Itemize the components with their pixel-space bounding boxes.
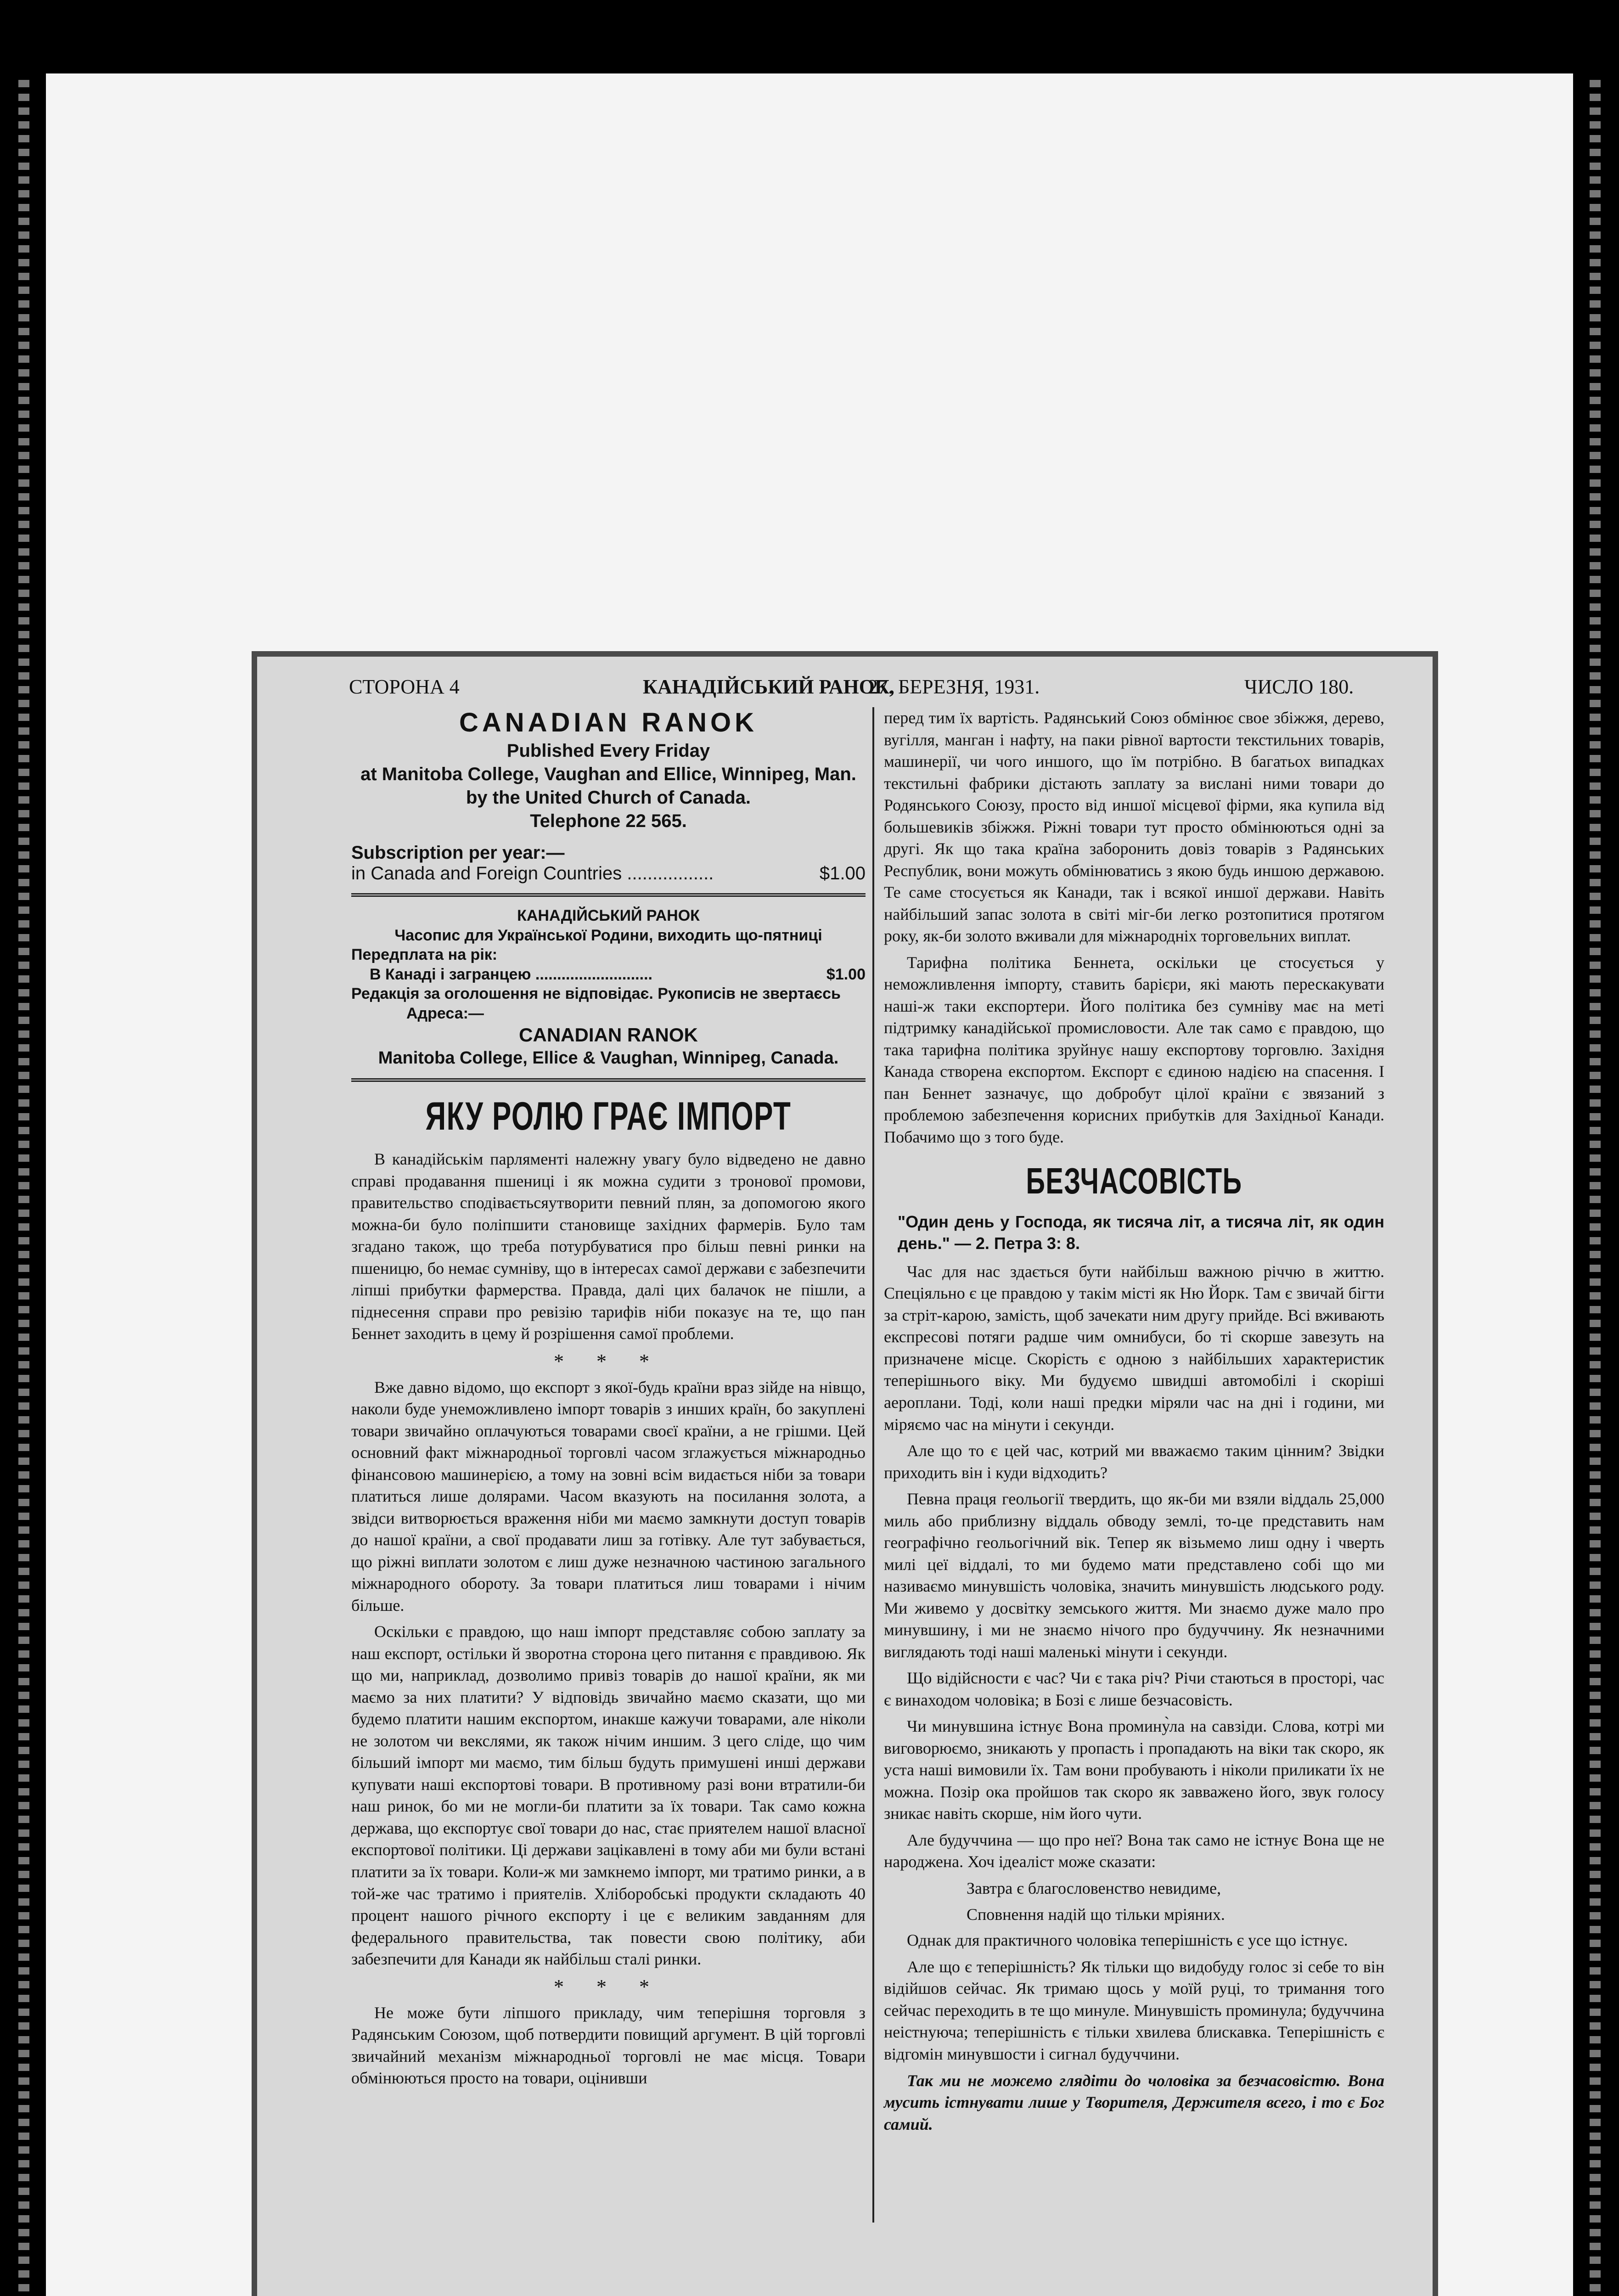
ua-addr-title: CANADIAN RANOK xyxy=(519,1024,698,1046)
masthead-published: Published Every Friday xyxy=(506,741,710,761)
masthead-rule xyxy=(351,893,866,897)
ua-line-4: Редакція за оголошення не відповідає. Рукописів не звертаєсь xyxy=(351,985,841,1002)
article-1-paragraph: Оскільки є правдою, що наш імпорт представляє собою заплату за наш експорт, остільки й зворотна сторона цего питання є правдивою. Як що ми, наприклад, дозволимо привіз товарів до нашої країни, як ми маємо за них платити? У відповідь звичайно маємо сказати, що ми будемо платити нашим експортом, инакше кажучи товарами, але ніколи не золотом чи векслями, як також нічим иншим. З цего сліде, що чим більший імпорт ми маємо, тим більш будуть примушені инші держави купувати наші експортові товари. В противному разі вони втратили-би наш ринок, бо ми не могли-би платити за їх товари. Так само кожна держава, що експортує свої товари до нас, стає приятелем нашої власної експортової політики. Ці держави зацікавлені в тому аби ми були встані платити за їх товари. Коли-ж ми замкнемо імпорт, ми тратимо ринки, а в той-же час тратимо і приятелів. Хліборобські продукти складають 40 процент нашого річного експорту і це є великим завданням для федерального правительства, так повести свою політику, аби забезпечити для Канади як найбільш сталі ринки. xyxy=(351,1622,866,1969)
article-1-paragraph: Вже давно відомо, що експорт з якої-будь країни враз зійде на нівщо, наколи буде унеможливлено імпорт товарів з инших країн, бо закуплені товари звичайно оплачуються товарами своєї країни, а не грішми. Цей основний факт міжнародньої торговлі часом зглажується міжнародньо фінансовою машинерією, а тому на зовні всім видається ніби за товари платиться лише долярами. Часом вказують на посилання золота, а звідси витворюється враження ніби ми маємо замкнути доступ товарів до нашої країни, а свої продавати лиш за готівку. Але тут забувається, що ріжні виплати золотом є лиш дуже незначною частиною загального міжнародного обороту. За товари платиться лиш товарами і нічим більше. xyxy=(351,1378,866,1615)
newspaper-page xyxy=(257,657,1433,2296)
subscription-region: in Canada and Foreign Countries ................. xyxy=(351,863,714,884)
issue-number: ЧИСЛО 180. xyxy=(1244,675,1354,698)
article-2-closing: Так ми не можемо глядіти до чоловіка за безчасовістю. Вона мусить істнувати лише у Творителя, Держителя всего, і то є Бог самий. xyxy=(884,2071,1384,2133)
film-sprocket-left xyxy=(18,73,29,2296)
ua-price-row xyxy=(351,965,866,985)
subscription-row xyxy=(351,863,866,884)
ua-line-1: Часопис для Української Родини, виходить що-пятниці xyxy=(394,926,822,944)
paper-name: КАНАДІЙСЬКИЙ РАНОК, xyxy=(643,675,894,698)
article-2-paragraph: Однак для практичного чоловіка теперішність є усе що істнує. xyxy=(907,1931,1348,1950)
masthead-address-1: at Manitoba College, Vaughan and Ellice, Winnipeg, Man. xyxy=(360,764,856,784)
running-head xyxy=(349,675,1598,703)
right-column xyxy=(884,707,1384,2268)
column-divider xyxy=(872,707,874,2223)
ua-line-5: Адреса:— xyxy=(406,1004,484,1022)
article-2-paragraph: Але будуччина — що про неї? Вона так само не істнує Вона ще не народжена. Хоч ідеаліст може сказати: xyxy=(884,1830,1384,1871)
film-sprocket-right xyxy=(1590,73,1601,2296)
article-2-paragraph: Що відійсности є час? Чи є така річ? Річи стаються в просторі, час є винаходом чоловіка; в Бозі є лише безчасовість. xyxy=(884,1669,1384,1709)
section-separator: * * * xyxy=(554,1350,663,1373)
issue-date: 27. БЕРЕЗНЯ, 1931. xyxy=(868,675,1040,698)
headline-rule xyxy=(351,1078,866,1082)
article-2-epigraph: "Один день у Господа, як тисяча літ, а тисяча літ, як один день." — 2. Петра 3: 8. xyxy=(898,1212,1384,1253)
subscription-price: $1.00 xyxy=(819,863,866,884)
masthead-title: CANADIAN RANOK xyxy=(459,708,758,737)
article-1-headline: ЯКУ РОЛЮ ГРАЄ ІМПОРТ xyxy=(425,1094,792,1138)
poem-line: Сповнення надій що тільки мріяних. xyxy=(967,1905,1225,1924)
article-2-paragraph: Але що то є цей час, котрий ми вважаємо таким цінним? Звідки приходить він і куди відходить? xyxy=(884,1441,1384,1482)
article-2-paragraph: Певна праця геольогії твердить, що як-би ми взяли віддаль 25,000 миль або приблизну віддаль обводу землі, то-це представить нам географічно геольогічний вік. Тепер як візьмемо лиш одну і чверть милі цеї віддалі, то ми будемо мати представлено собі що ми називаємо минувшість чоловіка, значить минувшість людського роду. Ми живемо у досвітку земського життя. Ми знаємо дуже мало про минувшину, і ми не знаємо нічого про будуччину. Як незначними виглядають тоді наші маленькі мінути і секунди. xyxy=(884,1490,1384,1661)
masthead-telephone: Telephone 22 565. xyxy=(530,811,687,831)
ua-price: $1.00 xyxy=(826,965,866,983)
poem-line: Завтра є благословенство невидиме, xyxy=(967,1879,1221,1897)
article-1-continued: Тарифна політика Беннета, оскільки це стосується у неможливлення імпорту, ставить барієри, які мають перескакувати наші-ж таки експортери. Його політика без сумніву має на меті підтримку канадійської промисловости. Але так само є правдою, що така тарифна політика зруйнує нашу експортову торговлю. Західня Канада створена експортом. Експорт є єдиною надією на спасення. І пан Беннет зазначує, що добробут цілої країни є звязаний з проблемою забезпечення корисних прибутків для Західньої Канади. Побачимо що з того буде. xyxy=(884,953,1384,1146)
page-label: СТОРОНА 4 xyxy=(349,675,460,698)
english-masthead xyxy=(351,707,866,832)
ua-title: КАНАДІЙСЬКИЙ РАНОК xyxy=(517,907,700,924)
section-separator: * * * xyxy=(554,1975,663,1998)
article-2-paragraph: Чи минувшина істнує Вона промину̀ла на савзіди. Слова, котрі ми виговорюємо, зникають у пропасть і пропадають на віки так скоро, як уста наші вимовили їх. Там вони пробувають і ніколи приликати їх не можна. Позір ока пройшов так скоро як завважено його, звук голосу зникає навіть скорше, нім його чути. xyxy=(884,1717,1384,1823)
ua-line-2: Передплата на рік: xyxy=(351,946,498,963)
ua-price-label: В Канаді і загранцею ........................... xyxy=(370,965,652,983)
article-2-paragraph: Але що є теперішність? Як тільки що видобуду голос зі себе то він відійшов сейчас. Як тримаю щось у моїй руці, то тримання того сейчас переходить в те що минуле. Минувшість проминула; будуччина неістнуюча; теперішність є тільки хвилева блискавка. Теперішність є відгомін минувшости і сигнал будуччини. xyxy=(884,1957,1384,2063)
ukrainian-masthead xyxy=(351,906,866,1069)
masthead-address-2: by the United Church of Canada. xyxy=(466,788,751,808)
subscription-label: Subscription per year:— xyxy=(351,843,565,863)
subscription-block xyxy=(351,843,866,884)
article-1-continued: перед тим їх вартість. Радянський Союз обмінює свое збіжжя, дерево, вугілля, манган і нафту, на паки рівної вартости текстильних товарів, машинерії, чи чого иншого, що їм потрібно. В багатьох випадках текстильні фабрики дістають заплату за вислані ними товари до Родянського Союзу, просто від иншої місцевої фірми, яка купила від большевиків збіжжя. Ріжні товари тут просто обмінюються одні за другі. Як що така країна заборонить довіз товарів з Радянських Республик, вони можуть обмінюватись з якою будь иншою державою. Те саме стосується як Канади, так і всякої иншої держави. Навіть найбільший запас золота в світі міг-би легко розтопитися протягом року, як-би золото вживали для міжнародніх торговельних виплат. xyxy=(884,709,1384,945)
article-1-paragraph: Не може бути ліпшого прикладу, чим теперішня торговля з Радянським Союзом, щоб потвердити повищий аргумент. В цій торговлі звичайний механізм міжнародньої торговлі не має місця. Товари обмінюються просто на товари, оцінивши xyxy=(351,2003,866,2088)
article-1-paragraph: В канадійськім парляменті належну увагу було відведено не давно справі продавання пшениці і як можна судити з тронової промови, правительство сподіваєтьсяутворити певний плян, за допомогою якого можна-би було поліпшити становище західних фармерів. Було там згадано також, що треба потурбуватися про більш певні ринки на пшеницю, бо немає сумніву, що в інтересах самої держави є забезпечити ліпші прибутки фармерства. Правда, далі цих балачок не пішли, а піднесення справи про ревізію тарифів ніби показує на те, що пан Беннет заходить в цему й розрішення самої проблеми. xyxy=(351,1150,866,1343)
ua-addr-line: Manitoba College, Ellice & Vaughan, Winnipeg, Canada. xyxy=(378,1048,839,1068)
left-column xyxy=(351,707,866,2268)
article-2-headline: БЕЗЧАСОВІСТЬ xyxy=(1026,1160,1242,1202)
article-2-paragraph: Час для нас здається бути найбільш важною річчю в життю. Спеціяльно є це правдою у такім місті як Ню Йорк. Там є звичай бігти за стріт-карою, замість, щоб зачекати ним другу прийде. Всі вживають експресові потяги радше чим омнибуси, бо ті скорше завезуть на призначене місце. Скорість є одною з найбільших характеристик теперішнього віку. Ми будуємо швидші автомобілі і скоріші аероплани. Тоді, коли наші предки міряли час на дні і години, ми міряємо час на мінути і секунди. xyxy=(884,1262,1384,1434)
